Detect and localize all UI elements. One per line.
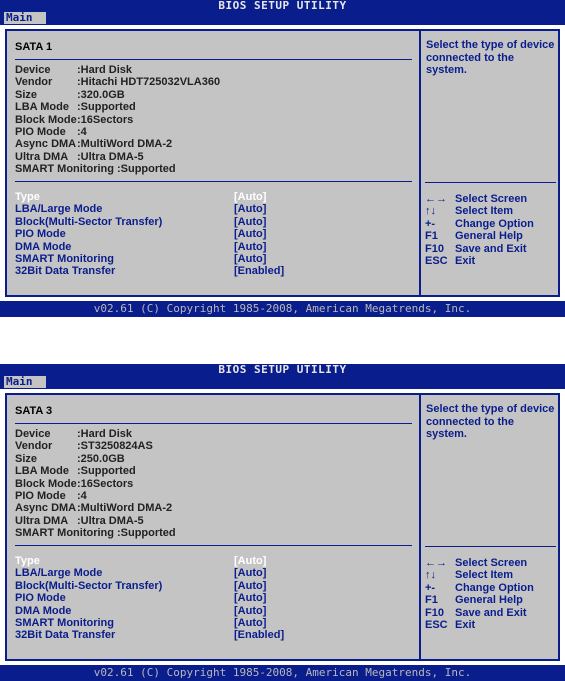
info-row: [15, 502, 176, 514]
key-desc: General Help: [455, 594, 523, 607]
info-value: :Hard Disk: [77, 64, 133, 76]
key-desc: Select Screen: [455, 193, 528, 205]
arrows-horizontal-icon: ←→: [425, 557, 447, 569]
info-value: :Supported: [116, 527, 176, 540]
main-panel: [5, 29, 560, 297]
bios-screen-sata1: [0, 0, 565, 317]
info-key: LBA Mode: [15, 101, 69, 114]
key-row: [425, 193, 534, 205]
info-key: Device: [15, 428, 51, 440]
option-block-mode[interactable]: [15, 216, 315, 228]
option-value: [Auto]: [234, 203, 267, 216]
option-value: [Auto]: [234, 604, 267, 617]
info-key: PIO Mode: [15, 125, 66, 138]
info-row: [15, 151, 220, 163]
option-32bit-transfer[interactable]: [15, 265, 315, 277]
key-legend: [425, 193, 534, 267]
options-rule: [15, 545, 412, 546]
option-smart-monitoring[interactable]: [15, 253, 315, 265]
key-desc: Exit: [455, 254, 476, 267]
info-row: [15, 64, 220, 76]
help-text: Select the type of device connected to the system.: [426, 403, 555, 440]
option-label: PIO Mode: [15, 592, 66, 605]
option-value: [Enabled]: [234, 629, 285, 642]
option-label: 32Bit Data Transfer: [15, 265, 116, 278]
key-desc: Save and Exit: [455, 606, 527, 619]
option-smart-monitoring[interactable]: [15, 617, 315, 629]
option-value: [Auto]: [234, 252, 267, 265]
option-value: [Auto]: [234, 191, 267, 203]
option-value: [Auto]: [234, 579, 267, 592]
key-name: F1: [425, 594, 438, 607]
key-desc: Exit: [455, 618, 476, 631]
bios-title: BIOS SETUP UTILITY: [218, 363, 347, 376]
option-label: LBA/Large Mode: [15, 567, 103, 580]
option-type[interactable]: [15, 555, 315, 567]
info-value: :ST3250824AS: [77, 440, 153, 453]
option-label: Type: [15, 191, 40, 203]
option-lba-large-mode[interactable]: [15, 203, 315, 215]
option-label: 32Bit Data Transfer: [15, 629, 116, 642]
info-row: [15, 453, 176, 465]
key-desc: Change Option: [455, 217, 534, 230]
panel-divider: [419, 395, 421, 659]
info-row: [15, 89, 220, 101]
help-text: Select the type of device connected to the system.: [426, 39, 555, 76]
key-row: [425, 607, 534, 619]
info-key: Block Mode: [15, 113, 77, 126]
option-list: [15, 555, 315, 642]
option-label: DMA Mode: [15, 604, 72, 617]
copyright-footer: v02.61 (C) Copyright 1985-2008, American Megatrends, Inc.: [0, 665, 565, 681]
arrows-vertical-icon: ↑↓: [425, 569, 436, 582]
key-row: [425, 243, 534, 255]
info-value: :Ultra DMA-5: [77, 150, 144, 163]
info-key: SMART Monitoring: [15, 527, 114, 540]
info-value: :Hitachi HDT725032VLA360: [77, 76, 221, 89]
option-type[interactable]: [15, 191, 315, 203]
info-value: :320.0GB: [77, 88, 125, 101]
key-row: [425, 557, 534, 569]
option-label: Type: [15, 555, 40, 567]
option-dma-mode[interactable]: [15, 241, 315, 253]
key-row: [425, 205, 534, 217]
option-label: SMART Monitoring: [15, 252, 114, 265]
key-row: [425, 230, 534, 242]
key-row: [425, 218, 534, 230]
info-key: Ultra DMA: [15, 514, 69, 527]
keys-rule: [425, 546, 556, 547]
device-info: [15, 428, 176, 540]
key-row: [425, 594, 534, 606]
options-rule: [15, 181, 412, 182]
copyright-footer: v02.61 (C) Copyright 1985-2008, American Megatrends, Inc.: [0, 301, 565, 317]
info-key: PIO Mode: [15, 489, 66, 502]
key-legend: [425, 557, 534, 631]
info-key: SMART Monitoring: [15, 163, 114, 176]
heading-rule: [15, 59, 412, 60]
info-key: Ultra DMA: [15, 150, 69, 163]
option-dma-mode[interactable]: [15, 605, 315, 617]
info-key: LBA Mode: [15, 465, 69, 478]
option-32bit-transfer[interactable]: [15, 629, 315, 641]
key-name: +-: [425, 581, 436, 594]
info-value: :16Sectors: [77, 477, 134, 490]
option-value: [Auto]: [234, 567, 267, 580]
key-row: [425, 619, 534, 631]
info-row: [15, 138, 220, 150]
panel-heading: SATA 3: [15, 405, 53, 417]
info-key: Vendor: [15, 76, 53, 89]
info-value: :Ultra DMA-5: [77, 514, 144, 527]
option-label: DMA Mode: [15, 240, 72, 253]
option-value: [Auto]: [234, 215, 267, 228]
info-key: Device: [15, 64, 51, 76]
option-value: [Auto]: [234, 592, 267, 605]
info-row: [15, 163, 220, 175]
option-lba-large-mode[interactable]: [15, 567, 315, 579]
title-bar: [0, 364, 565, 389]
bios-screen-sata3: [0, 364, 565, 681]
panel-divider: [419, 31, 421, 295]
key-name: +-: [425, 217, 436, 230]
bios-title: BIOS SETUP UTILITY: [218, 0, 347, 12]
keys-rule: [425, 182, 556, 183]
key-desc: Save and Exit: [455, 242, 527, 255]
option-label: SMART Monitoring: [15, 616, 114, 629]
key-name: F10: [425, 242, 444, 255]
key-desc: Change Option: [455, 581, 534, 594]
heading-rule: [15, 423, 412, 424]
option-label: LBA/Large Mode: [15, 203, 103, 216]
info-row: [15, 440, 176, 452]
key-name: ESC: [425, 254, 448, 267]
title-bar: [0, 0, 565, 25]
key-row: [425, 582, 534, 594]
info-key: Async DMA: [15, 138, 77, 151]
info-row: [15, 515, 176, 527]
key-desc: Select Item: [455, 205, 514, 218]
option-value: [Auto]: [234, 240, 267, 253]
option-label: Block(Multi-Sector Transfer): [15, 215, 163, 228]
key-desc: General Help: [455, 230, 523, 243]
arrows-horizontal-icon: ←→: [425, 193, 447, 205]
key-desc: Select Screen: [455, 557, 528, 569]
option-list: [15, 191, 315, 278]
info-value: :Hard Disk: [77, 428, 133, 440]
option-label: PIO Mode: [15, 228, 66, 241]
info-value: :Supported: [77, 465, 136, 478]
device-info: [15, 64, 220, 176]
info-value: :4: [77, 125, 87, 138]
key-name: ESC: [425, 618, 448, 631]
info-row: [15, 478, 176, 490]
panel-heading: SATA 1: [15, 41, 53, 53]
info-key: Async DMA: [15, 502, 77, 515]
option-value: [Auto]: [234, 616, 267, 629]
option-label: Block(Multi-Sector Transfer): [15, 579, 163, 592]
info-value: :Supported: [77, 101, 136, 114]
info-row: [15, 465, 176, 477]
tab-main[interactable]: Main: [4, 12, 46, 24]
tab-main[interactable]: Main: [4, 376, 46, 388]
info-value: :250.0GB: [77, 452, 125, 465]
option-value: [Auto]: [234, 555, 267, 567]
info-value: :MultiWord DMA-2: [77, 502, 173, 515]
key-name: F10: [425, 606, 444, 619]
info-key: Block Mode: [15, 477, 77, 490]
info-value: :MultiWord DMA-2: [77, 138, 173, 151]
option-value: [Auto]: [234, 228, 267, 241]
info-row: [15, 490, 176, 502]
info-row: [15, 126, 220, 138]
info-value: :4: [77, 489, 87, 502]
main-panel: [5, 393, 560, 661]
info-key: Vendor: [15, 440, 53, 453]
key-row: [425, 569, 534, 581]
info-row: [15, 428, 176, 440]
info-key: Size: [15, 88, 38, 101]
info-row: [15, 76, 220, 88]
info-row: [15, 114, 220, 126]
arrows-vertical-icon: ↑↓: [425, 205, 436, 218]
key-desc: Select Item: [455, 569, 514, 582]
option-value: [Enabled]: [234, 265, 285, 278]
info-value: :16Sectors: [77, 113, 134, 126]
option-pio-mode[interactable]: [15, 228, 315, 240]
key-row: [425, 255, 534, 267]
info-value: :Supported: [116, 163, 176, 176]
option-pio-mode[interactable]: [15, 592, 315, 604]
info-key: Size: [15, 452, 38, 465]
option-block-mode[interactable]: [15, 580, 315, 592]
info-row: [15, 101, 220, 113]
key-name: F1: [425, 230, 438, 243]
info-row: [15, 527, 176, 539]
